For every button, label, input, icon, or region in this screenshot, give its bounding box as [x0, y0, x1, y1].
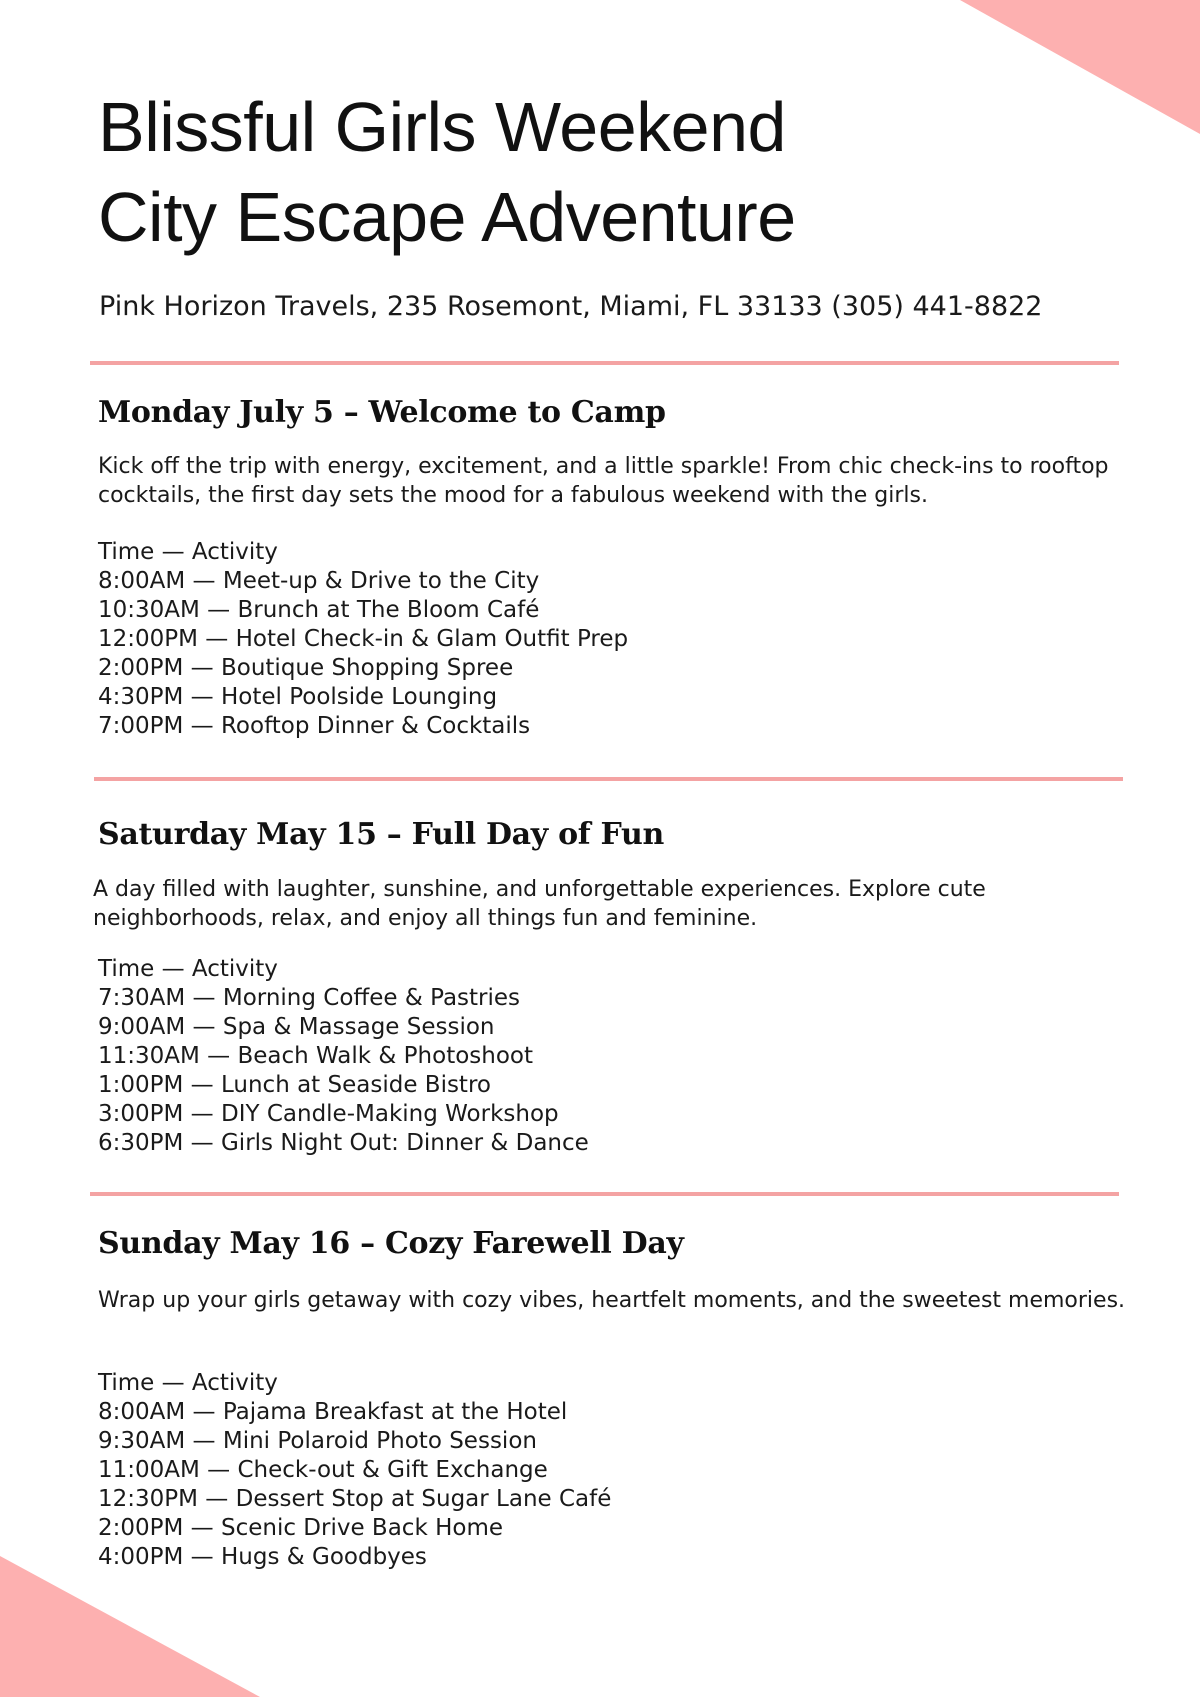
- schedule-item: 7:00PM — Rooftop Dinner & Cocktails: [98, 713, 531, 739]
- schedule-item: 6:30PM — Girls Night Out: Dinner & Dance: [98, 1130, 589, 1156]
- schedule-header: Time — Activity: [98, 539, 278, 565]
- schedule-item: 11:00AM — Check-out & Gift Exchange: [98, 1457, 548, 1483]
- agency-address: Pink Horizon Travels, 235 Rosemont, Miami, FL 33133 (305) 441-8822: [99, 291, 1043, 322]
- page-title: [98, 82, 796, 262]
- title-line-1: Blissful Girls Weekend: [98, 88, 786, 166]
- schedule-item: 12:30PM — Dessert Stop at Sugar Lane Café: [98, 1486, 612, 1512]
- schedule-item: 2:00PM — Boutique Shopping Spree: [98, 655, 514, 681]
- schedule-item: 8:00AM — Pajama Breakfast at the Hotel: [98, 1399, 568, 1425]
- day-heading: Sunday May 16 – Cozy Farewell Day: [98, 1226, 684, 1261]
- schedule-item: 7:30AM — Morning Coffee & Pastries: [98, 985, 521, 1011]
- schedule-list: [98, 1369, 611, 1572]
- day-intro: A day filled with laughter, sunshine, and unforgettable experiences. Explore cute neighborhoods, relax, and enjoy all things fun and feminine.: [93, 877, 986, 931]
- schedule-item: 9:00AM — Spa & Massage Session: [98, 1014, 495, 1040]
- schedule-item: 8:00AM — Meet-up & Drive to the City: [98, 568, 540, 594]
- schedule-item: 1:00PM — Lunch at Seaside Bistro: [98, 1072, 491, 1098]
- title-line-2: City Escape Adventure: [98, 178, 796, 256]
- schedule-item: 11:30AM — Beach Walk & Photoshoot: [98, 1043, 534, 1069]
- corner-decoration-top-right: [960, 0, 1200, 134]
- day-heading: Monday July 5 – Welcome to Camp: [98, 395, 666, 430]
- divider-2: [94, 777, 1123, 781]
- corner-decoration-bottom-left: [0, 1556, 260, 1697]
- schedule-item: 4:30PM — Hotel Poolside Lounging: [98, 684, 498, 710]
- day-intro: Wrap up your girls getaway with cozy vibes, heartfelt moments, and the sweetest memories.: [98, 1288, 1126, 1313]
- schedule-list: [98, 955, 589, 1158]
- schedule-item: 2:00PM — Scenic Drive Back Home: [98, 1515, 504, 1541]
- schedule-item: 3:00PM — DIY Candle-Making Workshop: [98, 1101, 559, 1127]
- divider-1: [90, 361, 1119, 365]
- day-intro: Kick off the trip with energy, excitement, and a little sparkle! From chic check-ins to rooftop cocktails, the first day sets the mood for a fabulous weekend with the girls.: [98, 454, 1109, 508]
- divider-3: [90, 1192, 1119, 1196]
- schedule-item: 4:00PM — Hugs & Goodbyes: [98, 1544, 427, 1570]
- schedule-item: 12:00PM — Hotel Check-in & Glam Outfit Prep: [98, 626, 629, 652]
- schedule-header: Time — Activity: [98, 1370, 278, 1396]
- schedule-item: 9:30AM — Mini Polaroid Photo Session: [98, 1428, 537, 1454]
- day-heading: Saturday May 15 – Full Day of Fun: [98, 817, 665, 852]
- schedule-list: [98, 538, 628, 741]
- schedule-header: Time — Activity: [98, 956, 278, 982]
- schedule-item: 10:30AM — Brunch at The Bloom Café: [98, 597, 540, 623]
